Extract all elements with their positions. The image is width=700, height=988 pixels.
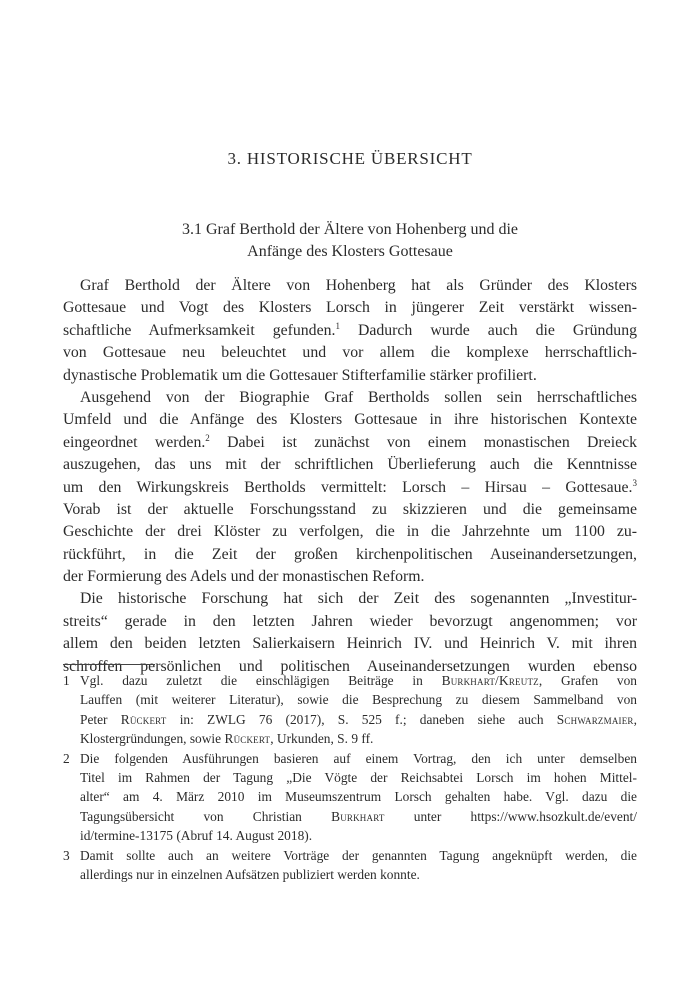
footnote-line: Klostergründungen, sowie Rückert, Urkunden, S. 9 ff. <box>80 731 374 747</box>
body-line: auszugehen, das uns mit der schriftlichen Überlieferung auch die Kenntnisse <box>63 456 637 474</box>
footnote-text <box>63 671 637 749</box>
footnote-number: 1 <box>63 673 70 688</box>
body-line-text: Dabei ist zunächst von einem monastischen Dreieck <box>209 433 638 451</box>
body-line: Graf Berthold der Ältere von Hohenberg hat als Gründer des Klosters <box>80 277 637 294</box>
section-title-line-2: Anfänge des Klosters Gottesaue <box>247 243 453 260</box>
body-line <box>63 477 637 499</box>
footnote-line: alter“ am 4. März 2010 im Museumszentrum Lorsch gehalten habe. Vgl. dazu die <box>80 789 637 805</box>
footnote-number: 2 <box>63 750 70 766</box>
footnote-line: Titel im Rahmen der Tagung „Die Vögte der Reichsabtei Lorsch im hohen Mittel- <box>80 769 637 785</box>
body-line: Umfeld und die Anfänge des Klosters Gottesaue in ihre historischen Kontexte <box>63 411 637 429</box>
footnote-line: Vgl. dazu zuletzt die einschlägigen Beiträge in Burkhart/Kreutz, Grafen von <box>80 673 637 688</box>
author-name: Rückert <box>224 731 271 747</box>
author-name: Schwarzmaier <box>556 711 634 727</box>
body-line <box>63 320 637 342</box>
footnote <box>63 671 637 749</box>
body-line: rückführt, in die Zeit der großen kirchenpolitischen Auseinandersetzungen, <box>63 545 637 563</box>
footnote-line: Die folgenden Ausführungen basieren auf einem Vortrag, den ich unter demselben <box>80 750 637 766</box>
body-line: Vorab ist der aktuelle Forschungsstand zu skizzieren und die gemeinsame <box>63 500 637 518</box>
body-text <box>63 275 637 678</box>
author-name: Rückert <box>120 711 167 727</box>
body-line-text: schaftliche Aufmerksamkeit gefunden. <box>63 321 336 339</box>
footnote-separator <box>63 664 155 665</box>
body-line-text: eingeordnet werden. <box>63 433 206 451</box>
body-line: schroffen persönlichen und politischen Auseinandersetzungen wurden ebenso <box>63 657 637 675</box>
body-line: von Gottesaue neu beleuchtet und vor allem die komplexe herrschaftlich- <box>63 344 637 362</box>
body-line: streits“ gerade in den letzten Jahren wieder bevorzugt angenommen; vor <box>63 612 637 630</box>
chapter-title: 3. HISTORISCHE ÜBERSICHT <box>227 149 473 168</box>
body-line: Die historische Forschung hat sich der Zeit des sogenannten „Investitur- <box>80 590 637 608</box>
body-line: Geschichte der drei Klöster zu verfolgen, die in die Jahrzehnte um 1100 zu- <box>63 523 637 541</box>
body-line-text: Dadurch wurde auch die Gründung <box>339 321 637 339</box>
footnote-line: id/termine-13175 (Abruf 14. August 2018). <box>80 828 313 844</box>
footnote-mark: 1 <box>335 320 340 331</box>
footnote-line: Lauffen (mit weiterer Literatur), sowie die Besprechung zu diesem Sammelband von <box>80 692 637 708</box>
body-line: dynastische Problematik um die Gottesauer Stifterfamilie stärker profiliert. <box>63 366 537 384</box>
footnotes <box>63 671 637 884</box>
footnote-line: Damit sollte auch an weitere Vorträge der genannten Tagung angeknüpft werden, die <box>80 847 637 863</box>
footnote <box>63 846 637 885</box>
footnote-number: 3 <box>63 847 70 863</box>
body-line: der Formierung des Adels und der monastischen Reform. <box>63 568 425 586</box>
footnote-line: Peter Rückert in: ZWLG 76 (2017), S. 525 f.; daneben siehe auch Schwarzmaier, <box>80 711 637 727</box>
section-title <box>60 219 640 263</box>
footnote-mark: 3 <box>632 477 637 488</box>
section-title-line-1: 3.1 Graf Berthold der Ältere von Hohenberg und die <box>181 221 519 238</box>
footnote-text <box>63 846 637 885</box>
body-line: Ausgehend von der Biographie Graf Bertholds sollen sein herrschaftliches <box>80 388 637 406</box>
footnote-line: allerdings nur in einzelnen Aufsätzen publiziert werden konnte. <box>80 866 420 882</box>
footnote-line: Tagungsübersicht von Christian Burkhart unter https://www.hsozkult.de/event/ <box>80 808 637 824</box>
body-line: Gottesaue und Vogt des Klosters Lorsch in jüngerer Zeit verstärkt wissen- <box>63 299 637 317</box>
footnote <box>63 749 637 846</box>
footnote-text <box>63 749 637 846</box>
footnote-mark: 2 <box>205 432 210 443</box>
author-name: Burkhart/Kreutz <box>441 673 539 688</box>
body-line: allem den beiden letzten Salierkaisern Heinrich IV. und Heinrich V. mit ihren <box>63 635 637 653</box>
author-name: Burkhart <box>331 808 385 824</box>
body-line <box>63 432 637 454</box>
body-line-text: um den Wirkungskreis Bertholds vermittelt: Lorsch – Hirsau – Gottesaue. <box>63 478 633 496</box>
